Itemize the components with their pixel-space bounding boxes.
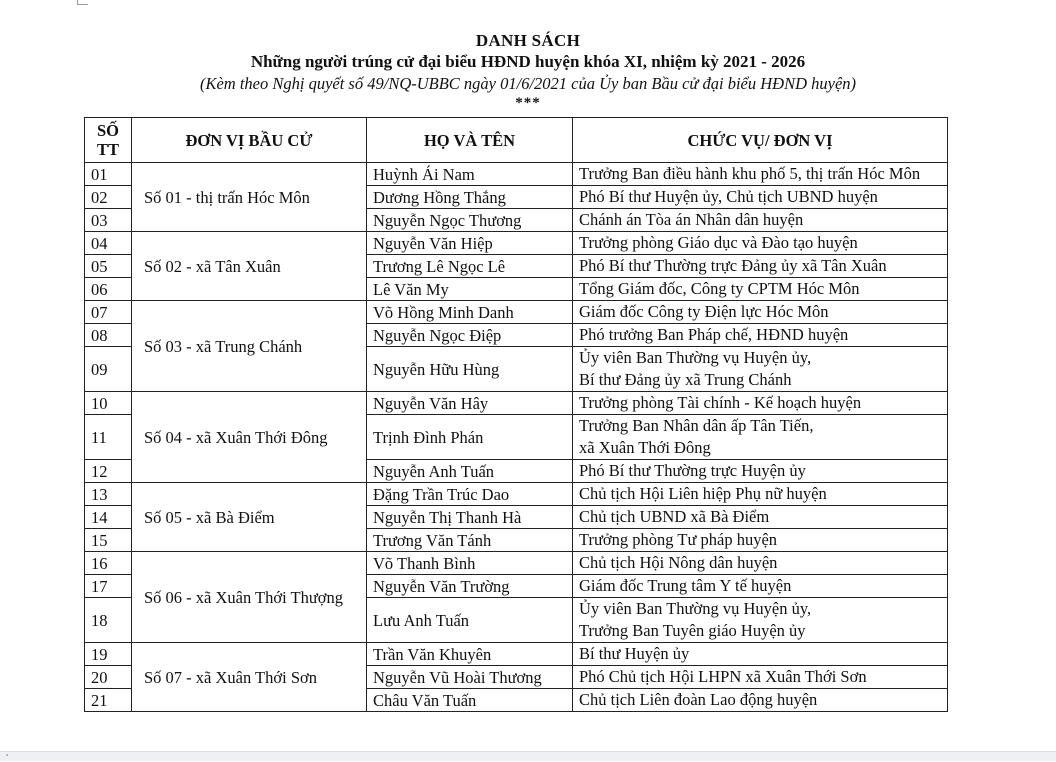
delegate-role (573, 163, 948, 186)
role-line: Phó Chủ tịch Hội LHPN xã Xuân Thới Sơn (579, 667, 867, 686)
electoral-unit: Số 03 - xã Trung Chánh (132, 301, 367, 392)
row-number: 18 (85, 598, 132, 643)
separator-stars: *** (515, 95, 541, 111)
role-line: Trưởng Ban Tuyên giáo Huyện ủy (579, 621, 806, 640)
role-line: xã Xuân Thới Đông (579, 438, 711, 457)
column-header-stt-line1: SỐ (96, 121, 119, 140)
delegate-name: Nguyễn Anh Tuấn (367, 460, 573, 483)
row-number: 05 (85, 255, 132, 278)
table-row (85, 232, 948, 255)
delegate-name: Nguyễn Thị Thanh Hà (367, 506, 573, 529)
role-line: Phó Bí thư Thường trực Huyện ủy (579, 461, 806, 480)
delegate-role (573, 460, 948, 483)
row-number: 19 (85, 643, 132, 666)
row-number: 21 (85, 689, 132, 712)
delegate-role (573, 689, 948, 712)
role-line: Trưởng Ban Nhân dân ấp Tân Tiến, (579, 416, 814, 435)
row-number: 04 (85, 232, 132, 255)
delegate-name: Nguyễn Hữu Hùng (367, 347, 573, 392)
delegate-role (573, 598, 948, 643)
role-line: Trưởng phòng Tư pháp huyện (579, 530, 778, 549)
electoral-unit: Số 07 - xã Xuân Thới Sơn (132, 643, 367, 712)
row-number: 09 (85, 347, 132, 392)
delegate-role (573, 278, 948, 301)
delegate-role (573, 666, 948, 689)
delegates-table (84, 117, 948, 712)
document-subtitle: Những người trúng cử đại biểu HĐND huyện khóa XI, nhiệm kỳ 2021 - 2026 (250, 52, 806, 71)
delegate-role (573, 552, 948, 575)
role-line: Bí thư Đảng ủy xã Trung Chánh (579, 370, 792, 389)
delegate-name: Lưu Anh Tuấn (367, 598, 573, 643)
document-note: (Kèm theo Nghị quyết số 49/NQ-UBBC ngày 01/6/2021 của Ủy ban Bầu cử đại biểu HĐND huyện) (199, 74, 857, 93)
delegate-name: Châu Văn Tuấn (367, 689, 573, 712)
delegate-name: Võ Hồng Minh Danh (367, 301, 573, 324)
delegate-name: Võ Thanh Bình (367, 552, 573, 575)
delegate-role (573, 392, 948, 415)
table-row (85, 552, 948, 575)
bottom-scroll-strip[interactable] (0, 751, 1056, 761)
delegate-name: Trương Lê Ngọc Lê (367, 255, 573, 278)
delegate-role (573, 506, 948, 529)
delegate-role (573, 301, 948, 324)
role-line: Chủ tịch Liên đoàn Lao động huyện (579, 690, 818, 709)
delegate-role (573, 255, 948, 278)
row-number: 13 (85, 483, 132, 506)
row-number: 20 (85, 666, 132, 689)
table-row (85, 483, 948, 506)
page-marker-icon: ' (6, 753, 9, 762)
role-line: Giám đốc Trung tâm Y tế huyện (579, 576, 792, 595)
role-line: Trưởng phòng Tài chính - Kế hoạch huyện (579, 393, 862, 412)
row-number: 03 (85, 209, 132, 232)
column-header-name: HỌ VÀ TÊN (367, 118, 573, 163)
page-corner-marker (77, 0, 88, 5)
role-line: Ủy viên Ban Thường vụ Huyện ủy, (579, 599, 812, 618)
row-number: 07 (85, 301, 132, 324)
delegate-role (573, 643, 948, 666)
row-number: 06 (85, 278, 132, 301)
role-line: Phó Bí thư Thường trực Đảng ủy xã Tân Xuân (579, 256, 887, 275)
delegate-name: Đặng Trần Trúc Dao (367, 483, 573, 506)
delegate-name: Nguyễn Văn Hiệp (367, 232, 573, 255)
row-number: 10 (85, 392, 132, 415)
role-line: Phó Bí thư Huyện ủy, Chủ tịch UBND huyện (579, 187, 878, 206)
row-number: 08 (85, 324, 132, 347)
delegate-role (573, 186, 948, 209)
delegate-name: Nguyễn Văn Hây (367, 392, 573, 415)
column-header-stt-line2: TT (96, 140, 119, 159)
electoral-unit: Số 06 - xã Xuân Thới Thượng (132, 552, 367, 643)
electoral-unit: Số 04 - xã Xuân Thới Đông (132, 392, 367, 483)
delegate-name: Nguyễn Ngọc Thương (367, 209, 573, 232)
role-line: Chủ tịch Hội Nông dân huyện (579, 553, 778, 572)
electoral-unit: Số 05 - xã Bà Điểm (132, 483, 367, 552)
electoral-unit: Số 01 - thị trấn Hóc Môn (132, 163, 367, 232)
delegate-name: Nguyễn Văn Trường (367, 575, 573, 598)
row-number: 12 (85, 460, 132, 483)
delegate-role (573, 529, 948, 552)
delegate-name: Dương Hồng Thắng (367, 186, 573, 209)
role-line: Chánh án Tòa án Nhân dân huyện (579, 210, 804, 229)
row-number: 02 (85, 186, 132, 209)
table-row (85, 301, 948, 324)
column-header-role: CHỨC VỤ/ ĐƠN VỊ (573, 118, 948, 163)
delegate-name: Nguyễn Vũ Hoài Thương (367, 666, 573, 689)
row-number: 17 (85, 575, 132, 598)
electoral-unit: Số 02 - xã Tân Xuân (132, 232, 367, 301)
delegate-role (573, 324, 948, 347)
row-number: 16 (85, 552, 132, 575)
role-line: Trưởng Ban điều hành khu phố 5, thị trấn Hóc Môn (579, 164, 921, 183)
delegate-role (573, 232, 948, 255)
role-line: Tổng Giám đốc, Công ty CPTM Hóc Môn (579, 279, 860, 298)
delegate-name: Huỳnh Ái Nam (367, 163, 573, 186)
delegate-name: Trịnh Đình Phán (367, 415, 573, 460)
role-line: Phó trưởng Ban Pháp chế, HĐND huyện (579, 325, 849, 344)
row-number: 01 (85, 163, 132, 186)
column-header-stt (85, 118, 132, 163)
row-number: 11 (85, 415, 132, 460)
role-line: Ủy viên Ban Thường vụ Huyện ủy, (579, 348, 812, 367)
delegate-role (573, 415, 948, 460)
column-header-unit: ĐƠN VỊ BẦU CỬ (132, 118, 367, 163)
delegate-name: Lê Văn My (367, 278, 573, 301)
document-title: DANH SÁCH (475, 31, 581, 50)
role-line: Bí thư Huyện ủy (579, 644, 690, 663)
role-line: Chủ tịch UBND xã Bà Điểm (579, 507, 770, 526)
table-row (85, 392, 948, 415)
delegate-name: Trần Văn Khuyên (367, 643, 573, 666)
table-row (85, 163, 948, 186)
delegate-role (573, 347, 948, 392)
delegate-role (573, 483, 948, 506)
delegate-name: Trương Văn Tánh (367, 529, 573, 552)
role-line: Chủ tịch Hội Liên hiệp Phụ nữ huyện (579, 484, 827, 503)
delegate-role (573, 575, 948, 598)
table-header-row (85, 118, 948, 163)
delegate-name: Nguyễn Ngọc Điệp (367, 324, 573, 347)
role-line: Trưởng phòng Giáo dục và Đào tạo huyện (579, 233, 858, 252)
delegate-role (573, 209, 948, 232)
role-line: Giám đốc Công ty Điện lực Hóc Môn (579, 302, 829, 321)
table-row (85, 643, 948, 666)
row-number: 15 (85, 529, 132, 552)
row-number: 14 (85, 506, 132, 529)
